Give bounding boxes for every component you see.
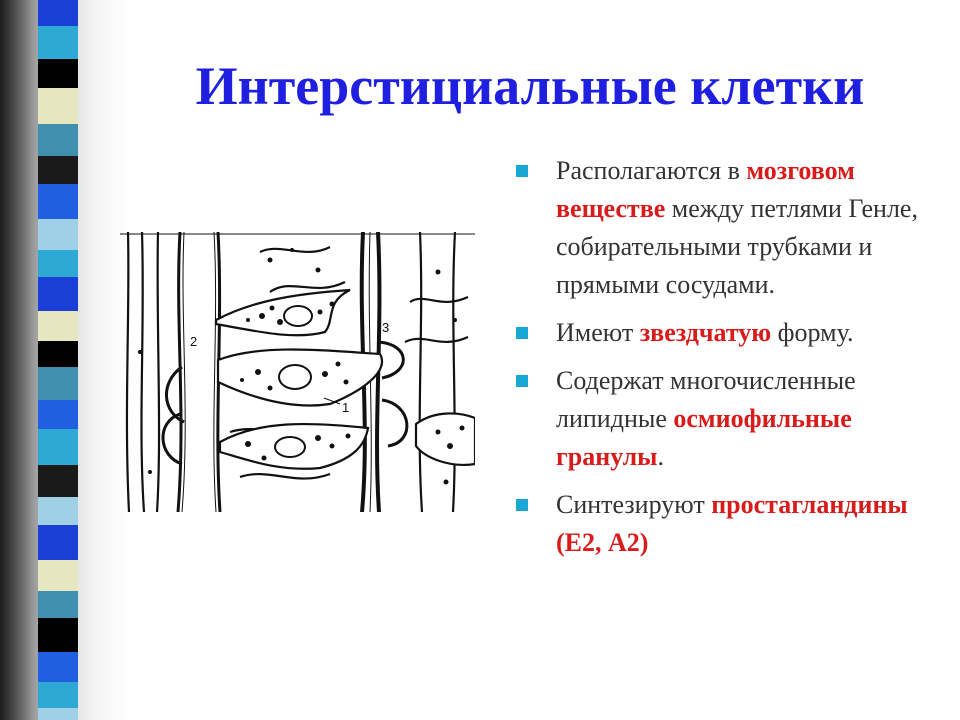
illustration-label-3: 3 bbox=[382, 320, 390, 335]
interstitial-cell-right bbox=[416, 413, 475, 464]
bullet-item bbox=[516, 486, 936, 562]
striped-bar bbox=[38, 0, 78, 720]
stripe-segment bbox=[38, 124, 78, 156]
bullet-text: форму. bbox=[771, 318, 854, 347]
highlighted-term: звездчатую bbox=[639, 318, 772, 347]
stripe-segment bbox=[38, 0, 78, 26]
stripe-segment bbox=[38, 497, 78, 525]
stripe-segment bbox=[38, 560, 78, 591]
stripe-segment bbox=[38, 400, 78, 429]
stripe-segment bbox=[38, 341, 78, 367]
highlighted-term: простагландины (Е2, А2) bbox=[556, 490, 908, 557]
stripe-segment bbox=[38, 59, 78, 88]
square-bullet-icon bbox=[516, 327, 528, 339]
bullet-text: между петлями Генле, собирательными трубками и прямыми сосудами. bbox=[556, 194, 918, 299]
bullet-item bbox=[516, 362, 936, 476]
stripe-segment bbox=[38, 250, 78, 277]
stripe-segment bbox=[38, 682, 78, 708]
interstitial-cell-lower bbox=[220, 424, 368, 469]
interstitial-cells-illustration bbox=[120, 232, 475, 512]
slide-title: Интерстициальные клетки bbox=[195, 56, 865, 116]
square-bullet-icon bbox=[516, 375, 528, 387]
stripe-segment bbox=[38, 219, 78, 250]
stripe-segment bbox=[38, 429, 78, 465]
stripe-segment bbox=[38, 618, 78, 652]
bullet-list bbox=[516, 152, 936, 572]
square-bullet-icon bbox=[516, 499, 528, 511]
stripe-segment bbox=[38, 525, 78, 560]
stripe-segment bbox=[38, 465, 78, 497]
bullet-item bbox=[516, 314, 936, 352]
left-decorative-strip bbox=[0, 0, 140, 720]
illustration-label-1: 1 bbox=[342, 400, 350, 415]
stripe-segment bbox=[38, 277, 78, 311]
bullet-text: Располагаются в bbox=[556, 156, 747, 185]
interstitial-cell-middle bbox=[218, 350, 382, 406]
highlighted-term: осмиофильные гранулы bbox=[556, 404, 852, 471]
stripe-segment bbox=[38, 591, 78, 618]
stripe-segment bbox=[38, 311, 78, 341]
stripe-segment bbox=[38, 26, 78, 59]
stripe-segment bbox=[38, 708, 78, 720]
square-bullet-icon bbox=[516, 165, 528, 177]
stripe-segment bbox=[38, 652, 78, 682]
stripe-segment bbox=[38, 88, 78, 124]
stripe-segment bbox=[38, 367, 78, 400]
stripe-segment bbox=[38, 156, 78, 184]
bullet-text: . bbox=[657, 442, 664, 471]
stripe-segment bbox=[38, 184, 78, 219]
interstitial-cell-upper bbox=[216, 290, 350, 335]
bullet-item bbox=[516, 152, 936, 304]
bullet-text: Имеют bbox=[556, 318, 640, 347]
bullet-text: Синтезируют bbox=[556, 490, 712, 519]
highlighted-term: мозговом веществе bbox=[556, 156, 855, 223]
bullet-text: Содержат многочисленные липидные bbox=[556, 366, 856, 433]
illustration-label-2: 2 bbox=[190, 334, 198, 349]
